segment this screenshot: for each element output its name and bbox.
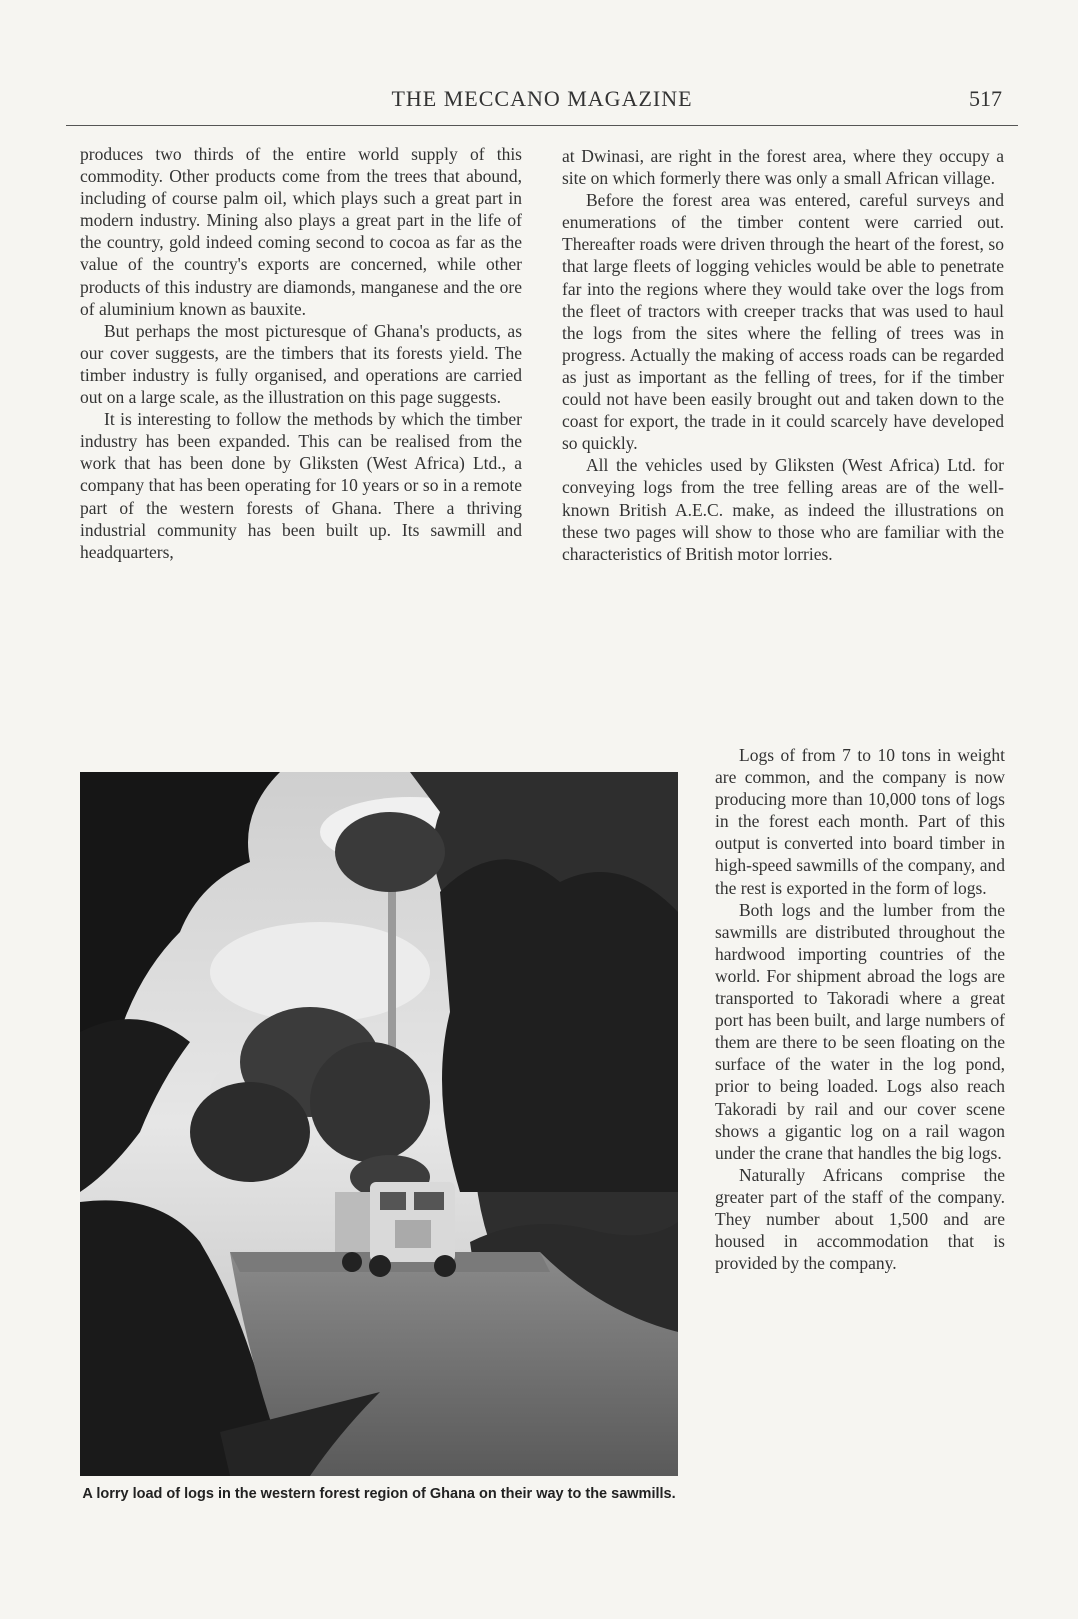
magazine-title: THE MECCANO MAGAZINE	[391, 86, 693, 111]
paragraph: Both logs and the lumber from the sawmills are distributed throughout the hardwood importing countries of the world. For shipment abroad the logs are transported to Takoradi where a great port has been built, and large numbers of them are there to be seen floating on the surface of the water in the log pond, prior to being loaded. Logs also reach Takoradi by rail and our cover scene shows a gigantic log on a rail wagon under the crane that handles the big logs.	[715, 899, 1005, 1163]
left-column	[80, 143, 522, 563]
right-column	[562, 145, 1004, 565]
paragraph: Before the forest area was entered, careful surveys and enumerations of the timber content were carried out. Thereafter roads were driven through the heart of the forest, so that large fleets of logging vehicles would be able to penetrate far into the regions where they would take over the logs from the fleet of tractors with creeper tracks that was used to haul the logs from the sites where the felling of trees was in progress. Actually the making of access roads can be regarded as just as important as the felling of trees, for if the timber could not have been easily brought out and taken down to the coast for export, the trade in it could scarcely have developed so quickly.	[562, 190, 1004, 454]
paragraph: All the vehicles used by Gliksten (West Africa) Ltd. for conveying logs from the tree felling areas are of the well-known British A.E.C. make, as indeed the illustrations on these two pages will show to those who are familiar with the characteristics of British motor lorries.	[562, 455, 1004, 564]
running-head	[62, 86, 1022, 116]
figure-caption: A lorry load of logs in the western forest region of Ghana on their way to the sawmills.	[82, 1486, 676, 1502]
right-narrow-column	[715, 744, 1005, 1274]
forest-lorry-photo	[80, 772, 678, 1476]
paragraph: at Dwinasi, are right in the forest area, where they occupy a site on which formerly there was only a small African village.	[562, 146, 1004, 189]
page-number: 517	[969, 86, 1002, 111]
paragraph: produces two thirds of the entire world supply of this commodity. Other products come from the trees that abound, including of course palm oil, which plays such a great part in modern industry. Mining also plays a great part in the life of the country, gold indeed coming second to cocoa as far as the value of the country's exports are concerned, while other products of this industry are diamonds, manganese and the ore of aluminium known as bauxite.	[80, 144, 522, 319]
paragraph: But perhaps the most picturesque of Ghana's products, as our cover suggests, are the timbers that its forests yield. The timber industry is fully organised, and operations are carried out on a large scale, as the illustration on this page suggests.	[80, 320, 522, 408]
paragraph: It is interesting to follow the methods by which the timber industry has been expanded. This can be realised from the work that has been done by Gliksten (West Africa) Ltd., a company that has been operating for 10 years or so in a remote part of the western forests of Ghana. There a thriving industrial community has been built up. Its sawmill and headquarters,	[80, 409, 522, 562]
paragraph: Logs of from 7 to 10 tons in weight are common, and the company is now producing more than 10,000 tons of logs in the forest each month. Part of this output is converted into board timber in high-speed sawmills of the company, and the rest is exported in the form of logs.	[715, 745, 1005, 898]
header-rule	[66, 125, 1018, 126]
paragraph: Naturally Africans comprise the greater part of the staff of the company. They number about 1,500 and are housed in accommodation that is provided by the company.	[715, 1164, 1005, 1274]
